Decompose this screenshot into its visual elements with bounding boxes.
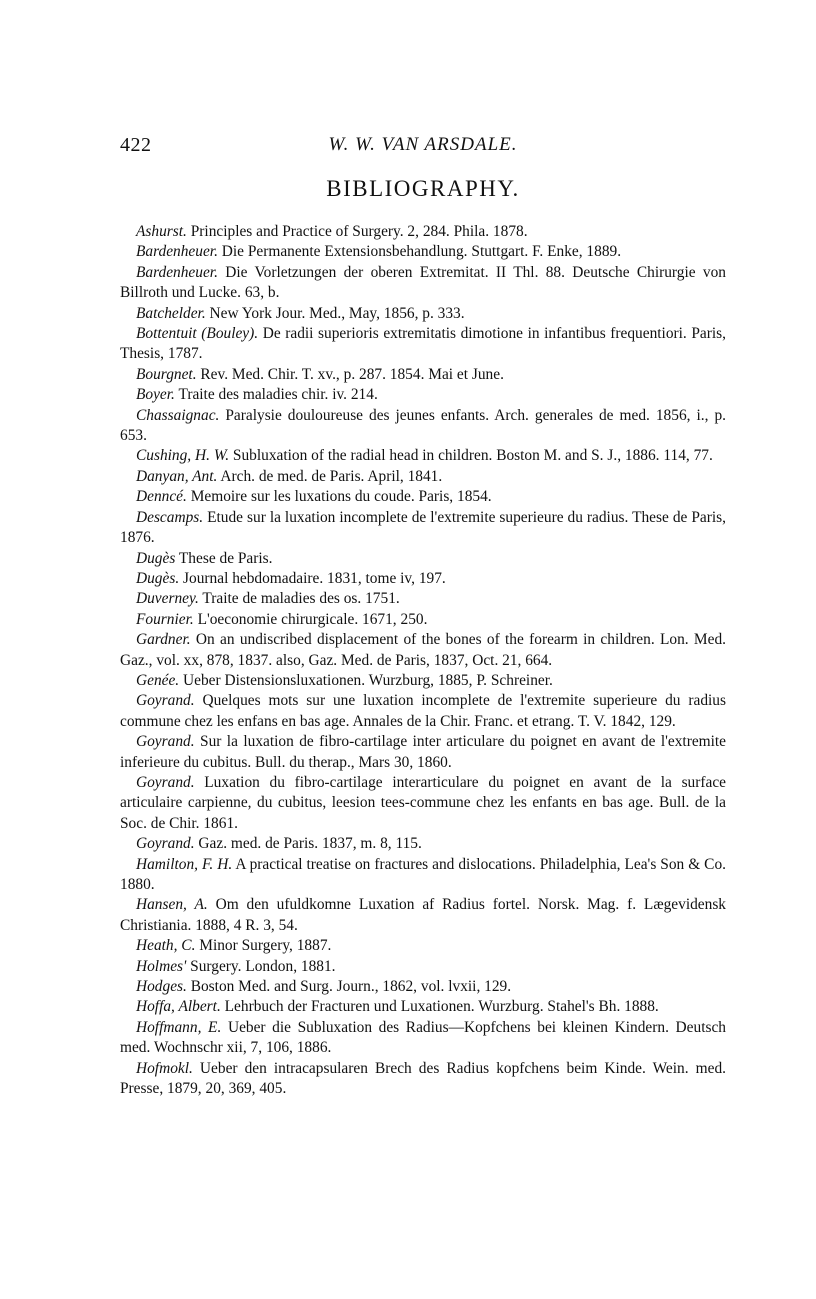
bibliography-entry	[120, 732, 726, 773]
entry-text: Lehrbuch der Fracturen und Luxationen. Wurzburg. Stahel's Bh. 1888.	[220, 998, 659, 1016]
bibliography-entry	[120, 630, 726, 671]
entry-text: Om den ufuldkomne Luxation af Radius fortel. Norsk. Mag. f. Lægevidensk Christiania. 1888, 4 R. 3, 54.	[120, 896, 727, 934]
entry-author: Bourgnet.	[136, 365, 197, 383]
entry-text: Boston Med. and Surg. Journ., 1862, vol. lvxii, 129.	[186, 978, 512, 996]
entry-text: De radii superioris extremitatis dimotione in infantibus frequentiori. Paris, Thesis, 1787.	[120, 325, 726, 363]
entry-text: A practical treatise on fractures and dislocations. Philadelphia, Lea's Son & Co. 1880.	[120, 855, 726, 893]
entry-author: Goyrand.	[136, 733, 195, 751]
entry-author: Denncé.	[136, 488, 187, 506]
page-number: 422	[120, 134, 152, 156]
entry-text: Gaz. med. de Paris. 1837, m. 8, 115.	[194, 835, 422, 853]
bibliography-entry	[120, 691, 726, 732]
bibliography-entry	[120, 936, 726, 956]
entry-text: Surgery. London, 1881.	[186, 957, 336, 975]
entry-author: Ashurst.	[136, 223, 187, 240]
entry-text: Luxation du fibro-cartilage interarticulare du poignet en avant de la surface articulaire carpienne, du cubitus, leesion tees-commune chez les enfants en bas age. Bull. de la Soc. de Chir. 1861.	[120, 773, 726, 832]
entry-author: Gardner.	[136, 631, 191, 649]
bibliography-entry	[120, 895, 726, 936]
entry-text: Subluxation of the radial head in children. Boston M. and S. J., 1886. 114, 77.	[229, 447, 713, 465]
entry-author: Bardenheuer.	[136, 243, 218, 261]
bibliography-entry	[120, 589, 726, 609]
entry-text: Traite de maladies des os. 1751.	[198, 590, 400, 608]
bibliography-entry	[120, 304, 726, 324]
entry-author: Bardenheuer.	[136, 263, 218, 281]
entry-text: New York Jour. Med., May, 1856, p. 333.	[205, 304, 465, 322]
entry-author: Fournier.	[136, 610, 194, 628]
bibliography-entry	[120, 263, 726, 304]
bibliography-entry	[120, 569, 726, 589]
entry-text: Die Permanente Extensionsbehandlung. Stuttgart. F. Enke, 1889.	[217, 243, 622, 261]
entry-text: Paralysie douloureuse des jeunes enfants. Arch. generales de med. 1856, i., p. 653.	[120, 406, 726, 445]
entry-text: Arch. de med. de Paris. April, 1841.	[217, 467, 443, 485]
entry-text: On an undiscribed displacement of the bones of the forearm in children. Lon. Med. Gaz., vol. xx, 878, 1837. also, Gaz. Med. de Paris, 1837, Oct. 21, 664.	[120, 631, 726, 669]
bibliography-entry	[120, 977, 726, 997]
bibliography-entry	[120, 446, 726, 466]
bibliography-entry	[120, 855, 726, 896]
entry-author: Duverney.	[136, 590, 199, 608]
entry-author: Danyan, Ant.	[136, 467, 218, 485]
entry-text: L'oeconomie chirurgicale. 1671, 250.	[193, 610, 428, 628]
entry-author: Hoffa, Albert.	[136, 998, 221, 1016]
bibliography-entry	[120, 610, 726, 630]
entry-author: Descamps.	[136, 508, 204, 526]
bibliography-list	[120, 222, 726, 1099]
entry-author: Holmes'	[136, 957, 187, 975]
bibliography-entry	[120, 1059, 726, 1100]
entry-text: These de Paris.	[175, 549, 273, 567]
entry-author: Heath, C.	[136, 937, 196, 955]
bibliography-entry	[120, 406, 726, 447]
bibliography-entry	[120, 957, 726, 977]
bibliography-entry	[120, 671, 726, 691]
entry-author: Chassaignac.	[136, 406, 220, 424]
bibliography-entry	[120, 834, 726, 854]
entry-text: Ueber den intracapsularen Brech des Radius kopfchens beim Kinde. Wein. med. Presse, 1879, 20, 369, 405.	[120, 1059, 726, 1098]
entry-author: Batchelder.	[136, 304, 206, 322]
page-header	[120, 130, 726, 160]
entry-text: Traite des maladies chir. iv. 214.	[174, 386, 378, 404]
entry-text: Etude sur la luxation incomplete de l'extremite superieure du radius. These de Paris, 1876.	[120, 508, 726, 547]
bibliography-entry	[120, 1018, 726, 1059]
bibliography-entry	[120, 997, 726, 1017]
bibliography-entry	[120, 549, 726, 569]
bibliography-entry	[120, 242, 726, 262]
bibliography-entry	[120, 324, 726, 365]
bibliography-entry	[120, 508, 726, 549]
entry-author: Hodges.	[136, 978, 187, 996]
entry-author: Cushing, H. W.	[136, 447, 230, 465]
entry-text: Quelques mots sur une luxation incomplete de l'extremite superieure du radius commune chez les enfans en bas age. Annales de la Chir. Franc. et etrang. T. V. 1842, 129.	[120, 692, 726, 730]
entry-author: Genée.	[136, 671, 180, 689]
running-title: W. W. VAN ARSDALE.	[328, 134, 518, 155]
entry-author: Goyrand.	[136, 692, 195, 710]
entry-text: Principles and Practice of Surgery. 2, 284. Phila. 1878.	[186, 223, 528, 240]
entry-text: Sur la luxation de fibro-cartilage inter articulare du poignet en avant de l'extremite inferieure du cubitus. Bull. du therap., Mars 30, 1860.	[120, 733, 726, 771]
entry-author: Hoffmann, E.	[136, 1018, 222, 1036]
entry-author: Goyrand.	[136, 773, 195, 791]
entry-text: Ueber Distensionsluxationen. Wurzburg, 1885, P. Schreiner.	[179, 671, 553, 689]
bibliography-entry	[120, 487, 726, 507]
bibliography-entry	[120, 222, 726, 242]
bibliography-entry	[120, 365, 726, 385]
entry-text: Minor Surgery, 1887.	[195, 937, 332, 955]
entry-author: Dugès.	[136, 569, 180, 587]
entry-author: Hamilton, F. H.	[136, 855, 233, 873]
bibliography-entry	[120, 385, 726, 405]
entry-author: Dugès	[136, 549, 176, 567]
entry-text: Journal hebdomadaire. 1831, tome iv, 197.	[179, 569, 446, 587]
entry-author: Boyer.	[136, 386, 175, 404]
entry-text: Memoire sur les luxations du coude. Paris, 1854.	[186, 488, 492, 506]
entry-text: Ueber die Subluxation des Radius—Kopfchens bei kleinen Kindern. Deutsch med. Wochnschr xii, 7, 106, 1886.	[120, 1018, 726, 1057]
entry-text: Rev. Med. Chir. T. xv., p. 287. 1854. Mai et June.	[196, 365, 504, 383]
bibliography-entry	[120, 773, 726, 834]
entry-author: Goyrand.	[136, 835, 195, 853]
bibliography-entry	[120, 467, 726, 487]
section-title: BIBLIOGRAPHY.	[326, 176, 520, 201]
entry-author: Hofmokl.	[136, 1059, 193, 1077]
entry-author: Hansen, A.	[136, 896, 208, 914]
entry-author: Bottentuit (Bouley).	[136, 325, 259, 343]
entry-text: Die Vorletzungen der oberen Extremitat. II Thl. 88. Deutsche Chirurgie von Billroth und Lucke. 63, b.	[120, 263, 726, 302]
